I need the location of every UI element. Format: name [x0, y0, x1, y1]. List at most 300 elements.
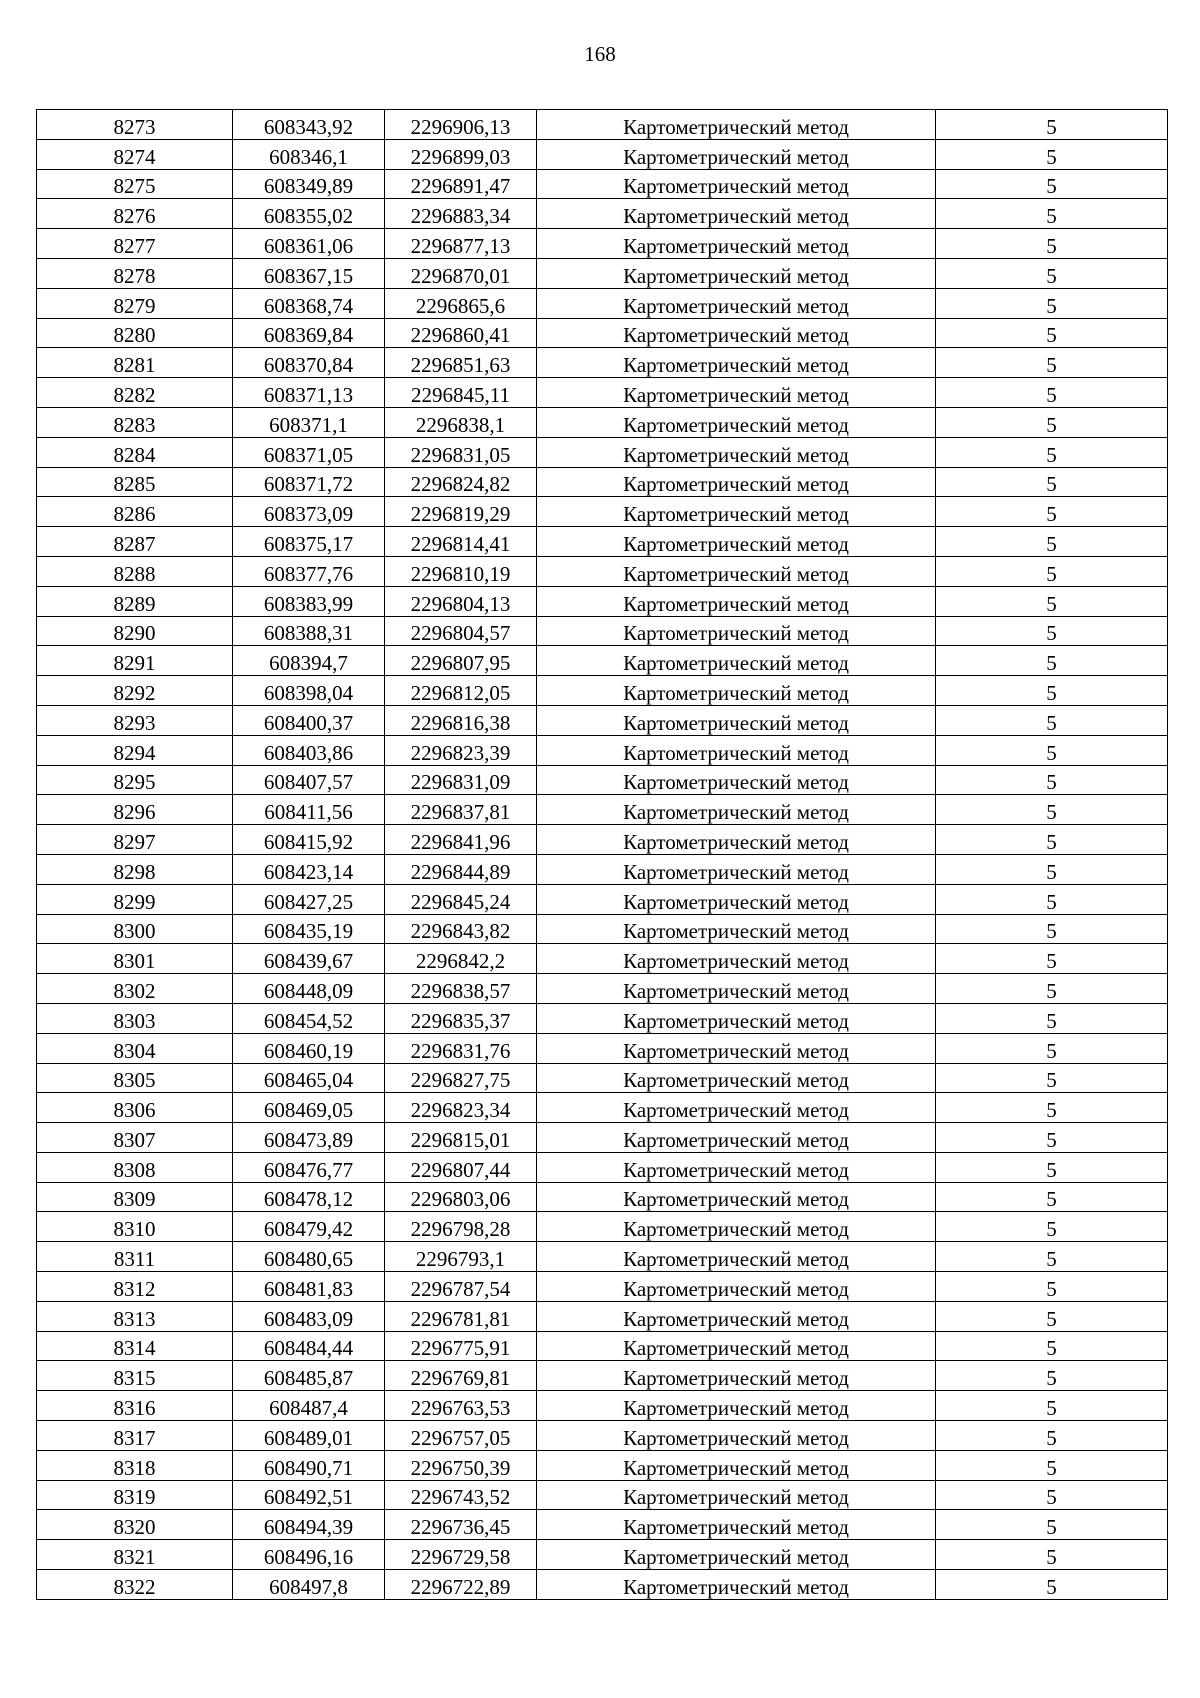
method-cell: Картометрический метод	[537, 288, 936, 318]
table-row	[37, 765, 1168, 795]
y-coordinate-cell: 2296823,39	[385, 735, 537, 765]
point-number-cell: 8291	[37, 646, 233, 676]
accuracy-cell: 5	[936, 1331, 1168, 1361]
y-coordinate-cell: 2296865,6	[385, 288, 537, 318]
method-cell: Картометрический метод	[537, 1182, 936, 1212]
x-coordinate-cell: 608371,05	[233, 437, 385, 467]
accuracy-cell: 5	[936, 497, 1168, 527]
y-coordinate-cell: 2296851,63	[385, 348, 537, 378]
y-coordinate-cell: 2296838,1	[385, 407, 537, 437]
y-coordinate-cell: 2296837,81	[385, 795, 537, 825]
accuracy-cell: 5	[936, 1212, 1168, 1242]
method-cell: Картометрический метод	[537, 318, 936, 348]
method-cell: Картометрический метод	[537, 110, 936, 140]
table-row	[37, 1093, 1168, 1123]
x-coordinate-cell: 608355,02	[233, 199, 385, 229]
x-coordinate-cell: 608377,76	[233, 556, 385, 586]
y-coordinate-cell: 2296787,54	[385, 1272, 537, 1302]
accuracy-cell: 5	[936, 378, 1168, 408]
accuracy-cell: 5	[936, 110, 1168, 140]
x-coordinate-cell: 608400,37	[233, 705, 385, 735]
table-row	[37, 1510, 1168, 1540]
table-row	[37, 1301, 1168, 1331]
method-cell: Картометрический метод	[537, 1480, 936, 1510]
point-number-cell: 8297	[37, 825, 233, 855]
method-cell: Картометрический метод	[537, 527, 936, 557]
point-number-cell: 8275	[37, 169, 233, 199]
method-cell: Картометрический метод	[537, 1242, 936, 1272]
method-cell: Картометрический метод	[537, 1391, 936, 1421]
point-number-cell: 8292	[37, 676, 233, 706]
y-coordinate-cell: 2296750,39	[385, 1450, 537, 1480]
y-coordinate-cell: 2296831,76	[385, 1033, 537, 1063]
table-row	[37, 1480, 1168, 1510]
method-cell: Картометрический метод	[537, 1450, 936, 1480]
x-coordinate-cell: 608439,67	[233, 944, 385, 974]
method-cell: Картометрический метод	[537, 497, 936, 527]
x-coordinate-cell: 608370,84	[233, 348, 385, 378]
method-cell: Картометрический метод	[537, 646, 936, 676]
accuracy-cell: 5	[936, 1391, 1168, 1421]
method-cell: Картометрический метод	[537, 437, 936, 467]
point-number-cell: 8313	[37, 1301, 233, 1331]
x-coordinate-cell: 608473,89	[233, 1123, 385, 1153]
accuracy-cell: 5	[936, 229, 1168, 259]
accuracy-cell: 5	[936, 139, 1168, 169]
method-cell: Картометрический метод	[537, 974, 936, 1004]
accuracy-cell: 5	[936, 944, 1168, 974]
x-coordinate-cell: 608487,4	[233, 1391, 385, 1421]
x-coordinate-cell: 608415,92	[233, 825, 385, 855]
accuracy-cell: 5	[936, 616, 1168, 646]
accuracy-cell: 5	[936, 974, 1168, 1004]
accuracy-cell: 5	[936, 199, 1168, 229]
point-number-cell: 8314	[37, 1331, 233, 1361]
y-coordinate-cell: 2296824,82	[385, 467, 537, 497]
table-row	[37, 1152, 1168, 1182]
x-coordinate-cell: 608460,19	[233, 1033, 385, 1063]
point-number-cell: 8300	[37, 914, 233, 944]
point-number-cell: 8273	[37, 110, 233, 140]
table-row	[37, 1421, 1168, 1451]
point-number-cell: 8312	[37, 1272, 233, 1302]
point-number-cell: 8290	[37, 616, 233, 646]
table-row	[37, 497, 1168, 527]
table-row	[37, 169, 1168, 199]
point-number-cell: 8286	[37, 497, 233, 527]
y-coordinate-cell: 2296816,38	[385, 705, 537, 735]
point-number-cell: 8285	[37, 467, 233, 497]
method-cell: Картометрический метод	[537, 348, 936, 378]
x-coordinate-cell: 608435,19	[233, 914, 385, 944]
y-coordinate-cell: 2296845,11	[385, 378, 537, 408]
accuracy-cell: 5	[936, 795, 1168, 825]
accuracy-cell: 5	[936, 1570, 1168, 1600]
point-number-cell: 8320	[37, 1510, 233, 1540]
y-coordinate-cell: 2296757,05	[385, 1421, 537, 1451]
y-coordinate-cell: 2296804,13	[385, 586, 537, 616]
accuracy-cell: 5	[936, 676, 1168, 706]
x-coordinate-cell: 608373,09	[233, 497, 385, 527]
y-coordinate-cell: 2296807,95	[385, 646, 537, 676]
method-cell: Картометрический метод	[537, 1570, 936, 1600]
y-coordinate-cell: 2296842,2	[385, 944, 537, 974]
y-coordinate-cell: 2296798,28	[385, 1212, 537, 1242]
x-coordinate-cell: 608465,04	[233, 1063, 385, 1093]
y-coordinate-cell: 2296807,44	[385, 1152, 537, 1182]
accuracy-cell: 5	[936, 169, 1168, 199]
point-number-cell: 8276	[37, 199, 233, 229]
y-coordinate-cell: 2296775,91	[385, 1331, 537, 1361]
table-row	[37, 1570, 1168, 1600]
y-coordinate-cell: 2296877,13	[385, 229, 537, 259]
accuracy-cell: 5	[936, 288, 1168, 318]
table-row	[37, 974, 1168, 1004]
accuracy-cell: 5	[936, 407, 1168, 437]
y-coordinate-cell: 2296812,05	[385, 676, 537, 706]
x-coordinate-cell: 608343,92	[233, 110, 385, 140]
table-row	[37, 944, 1168, 974]
page-number: 168	[584, 42, 616, 66]
method-cell: Картометрический метод	[537, 229, 936, 259]
x-coordinate-cell: 608494,39	[233, 1510, 385, 1540]
method-cell: Картометрический метод	[537, 825, 936, 855]
accuracy-cell: 5	[936, 348, 1168, 378]
method-cell: Картометрический метод	[537, 705, 936, 735]
x-coordinate-cell: 608476,77	[233, 1152, 385, 1182]
y-coordinate-cell: 2296769,81	[385, 1361, 537, 1391]
y-coordinate-cell: 2296827,75	[385, 1063, 537, 1093]
point-number-cell: 8303	[37, 1003, 233, 1033]
table-row	[37, 378, 1168, 408]
table-row	[37, 318, 1168, 348]
accuracy-cell: 5	[936, 1003, 1168, 1033]
table-row	[37, 616, 1168, 646]
x-coordinate-cell: 608367,15	[233, 258, 385, 288]
table-row	[37, 1331, 1168, 1361]
y-coordinate-cell: 2296906,13	[385, 110, 537, 140]
table-row	[37, 1033, 1168, 1063]
y-coordinate-cell: 2296835,37	[385, 1003, 537, 1033]
method-cell: Картометрический метод	[537, 1301, 936, 1331]
y-coordinate-cell: 2296722,89	[385, 1570, 537, 1600]
point-number-cell: 8293	[37, 705, 233, 735]
x-coordinate-cell: 608469,05	[233, 1093, 385, 1123]
y-coordinate-cell: 2296843,82	[385, 914, 537, 944]
x-coordinate-cell: 608489,01	[233, 1421, 385, 1451]
point-number-cell: 8317	[37, 1421, 233, 1451]
accuracy-cell: 5	[936, 527, 1168, 557]
point-number-cell: 8277	[37, 229, 233, 259]
x-coordinate-cell: 608490,71	[233, 1450, 385, 1480]
point-number-cell: 8301	[37, 944, 233, 974]
accuracy-cell: 5	[936, 1421, 1168, 1451]
accuracy-cell: 5	[936, 1480, 1168, 1510]
point-number-cell: 8279	[37, 288, 233, 318]
x-coordinate-cell: 608492,51	[233, 1480, 385, 1510]
method-cell: Картометрический метод	[537, 139, 936, 169]
x-coordinate-cell: 608388,31	[233, 616, 385, 646]
y-coordinate-cell: 2296845,24	[385, 884, 537, 914]
table-row	[37, 407, 1168, 437]
method-cell: Картометрический метод	[537, 467, 936, 497]
y-coordinate-cell: 2296838,57	[385, 974, 537, 1004]
method-cell: Картометрический метод	[537, 1123, 936, 1153]
x-coordinate-cell: 608349,89	[233, 169, 385, 199]
method-cell: Картометрический метод	[537, 1540, 936, 1570]
table-row	[37, 1361, 1168, 1391]
accuracy-cell: 5	[936, 258, 1168, 288]
table-row	[37, 735, 1168, 765]
y-coordinate-cell: 2296860,41	[385, 318, 537, 348]
method-cell: Картометрический метод	[537, 1033, 936, 1063]
table-row	[37, 527, 1168, 557]
x-coordinate-cell: 608454,52	[233, 1003, 385, 1033]
method-cell: Картометрический метод	[537, 616, 936, 646]
table-row	[37, 586, 1168, 616]
point-number-cell: 8278	[37, 258, 233, 288]
point-number-cell: 8302	[37, 974, 233, 1004]
accuracy-cell: 5	[936, 765, 1168, 795]
method-cell: Картометрический метод	[537, 854, 936, 884]
y-coordinate-cell: 2296815,01	[385, 1123, 537, 1153]
table-row	[37, 258, 1168, 288]
accuracy-cell: 5	[936, 1540, 1168, 1570]
point-number-cell: 8315	[37, 1361, 233, 1391]
table-row	[37, 1272, 1168, 1302]
accuracy-cell: 5	[936, 1361, 1168, 1391]
table-row	[37, 110, 1168, 140]
y-coordinate-cell: 2296870,01	[385, 258, 537, 288]
point-number-cell: 8318	[37, 1450, 233, 1480]
table-row	[37, 825, 1168, 855]
x-coordinate-cell: 608394,7	[233, 646, 385, 676]
method-cell: Картометрический метод	[537, 199, 936, 229]
x-coordinate-cell: 608484,44	[233, 1331, 385, 1361]
y-coordinate-cell: 2296831,09	[385, 765, 537, 795]
method-cell: Картометрический метод	[537, 1421, 936, 1451]
accuracy-cell: 5	[936, 825, 1168, 855]
point-number-cell: 8308	[37, 1152, 233, 1182]
point-number-cell: 8280	[37, 318, 233, 348]
method-cell: Картометрический метод	[537, 1063, 936, 1093]
accuracy-cell: 5	[936, 1242, 1168, 1272]
y-coordinate-cell: 2296831,05	[385, 437, 537, 467]
accuracy-cell: 5	[936, 1510, 1168, 1540]
accuracy-cell: 5	[936, 914, 1168, 944]
point-number-cell: 8305	[37, 1063, 233, 1093]
x-coordinate-cell: 608481,83	[233, 1272, 385, 1302]
y-coordinate-cell: 2296763,53	[385, 1391, 537, 1421]
x-coordinate-cell: 608371,1	[233, 407, 385, 437]
method-cell: Картометрический метод	[537, 407, 936, 437]
point-number-cell: 8288	[37, 556, 233, 586]
point-number-cell: 8310	[37, 1212, 233, 1242]
table-row	[37, 854, 1168, 884]
x-coordinate-cell: 608383,99	[233, 586, 385, 616]
x-coordinate-cell: 608478,12	[233, 1182, 385, 1212]
y-coordinate-cell: 2296823,34	[385, 1093, 537, 1123]
x-coordinate-cell: 608479,42	[233, 1212, 385, 1242]
method-cell: Картометрический метод	[537, 169, 936, 199]
x-coordinate-cell: 608448,09	[233, 974, 385, 1004]
table-row	[37, 1212, 1168, 1242]
y-coordinate-cell: 2296883,34	[385, 199, 537, 229]
point-number-cell: 8274	[37, 139, 233, 169]
point-number-cell: 8307	[37, 1123, 233, 1153]
accuracy-cell: 5	[936, 318, 1168, 348]
method-cell: Картометрический метод	[537, 586, 936, 616]
point-number-cell: 8282	[37, 378, 233, 408]
table-row	[37, 139, 1168, 169]
x-coordinate-cell: 608398,04	[233, 676, 385, 706]
x-coordinate-cell: 608371,13	[233, 378, 385, 408]
table-row	[37, 1242, 1168, 1272]
accuracy-cell: 5	[936, 1301, 1168, 1331]
method-cell: Картометрический метод	[537, 1510, 936, 1540]
table-row	[37, 1540, 1168, 1570]
method-cell: Картометрический метод	[537, 1003, 936, 1033]
accuracy-cell: 5	[936, 854, 1168, 884]
x-coordinate-cell: 608407,57	[233, 765, 385, 795]
coordinates-table-body	[37, 110, 1168, 1600]
accuracy-cell: 5	[936, 437, 1168, 467]
method-cell: Картометрический метод	[537, 556, 936, 586]
table-row	[37, 229, 1168, 259]
point-number-cell: 8321	[37, 1540, 233, 1570]
method-cell: Картометрический метод	[537, 1093, 936, 1123]
y-coordinate-cell: 2296899,03	[385, 139, 537, 169]
method-cell: Картометрический метод	[537, 258, 936, 288]
x-coordinate-cell: 608485,87	[233, 1361, 385, 1391]
accuracy-cell: 5	[936, 1093, 1168, 1123]
point-number-cell: 8316	[37, 1391, 233, 1421]
y-coordinate-cell: 2296803,06	[385, 1182, 537, 1212]
accuracy-cell: 5	[936, 705, 1168, 735]
table-row	[37, 884, 1168, 914]
table-row	[37, 1003, 1168, 1033]
x-coordinate-cell: 608480,65	[233, 1242, 385, 1272]
table-row	[37, 705, 1168, 735]
y-coordinate-cell: 2296819,29	[385, 497, 537, 527]
accuracy-cell: 5	[936, 1272, 1168, 1302]
method-cell: Картометрический метод	[537, 944, 936, 974]
y-coordinate-cell: 2296841,96	[385, 825, 537, 855]
accuracy-cell: 5	[936, 1033, 1168, 1063]
method-cell: Картометрический метод	[537, 1212, 936, 1242]
accuracy-cell: 5	[936, 646, 1168, 676]
x-coordinate-cell: 608496,16	[233, 1540, 385, 1570]
method-cell: Картометрический метод	[537, 914, 936, 944]
accuracy-cell: 5	[936, 1182, 1168, 1212]
point-number-cell: 8287	[37, 527, 233, 557]
x-coordinate-cell: 608403,86	[233, 735, 385, 765]
accuracy-cell: 5	[936, 735, 1168, 765]
point-number-cell: 8284	[37, 437, 233, 467]
method-cell: Картометрический метод	[537, 1331, 936, 1361]
table-row	[37, 199, 1168, 229]
point-number-cell: 8296	[37, 795, 233, 825]
x-coordinate-cell: 608368,74	[233, 288, 385, 318]
y-coordinate-cell: 2296891,47	[385, 169, 537, 199]
table-row	[37, 467, 1168, 497]
method-cell: Картометрический метод	[537, 1272, 936, 1302]
y-coordinate-cell: 2296736,45	[385, 1510, 537, 1540]
accuracy-cell: 5	[936, 884, 1168, 914]
x-coordinate-cell: 608483,09	[233, 1301, 385, 1331]
x-coordinate-cell: 608427,25	[233, 884, 385, 914]
point-number-cell: 8283	[37, 407, 233, 437]
method-cell: Картометрический метод	[537, 735, 936, 765]
accuracy-cell: 5	[936, 1450, 1168, 1480]
method-cell: Картометрический метод	[537, 1361, 936, 1391]
x-coordinate-cell: 608375,17	[233, 527, 385, 557]
point-number-cell: 8306	[37, 1093, 233, 1123]
point-number-cell: 8299	[37, 884, 233, 914]
point-number-cell: 8311	[37, 1242, 233, 1272]
y-coordinate-cell: 2296814,41	[385, 527, 537, 557]
x-coordinate-cell: 608369,84	[233, 318, 385, 348]
table-row	[37, 348, 1168, 378]
point-number-cell: 8304	[37, 1033, 233, 1063]
y-coordinate-cell: 2296729,58	[385, 1540, 537, 1570]
method-cell: Картометрический метод	[537, 765, 936, 795]
x-coordinate-cell: 608346,1	[233, 139, 385, 169]
table-row	[37, 556, 1168, 586]
x-coordinate-cell: 608497,8	[233, 1570, 385, 1600]
table-row	[37, 914, 1168, 944]
point-number-cell: 8309	[37, 1182, 233, 1212]
coordinates-table	[36, 109, 1168, 1600]
y-coordinate-cell: 2296781,81	[385, 1301, 537, 1331]
table-row	[37, 1450, 1168, 1480]
point-number-cell: 8319	[37, 1480, 233, 1510]
y-coordinate-cell: 2296844,89	[385, 854, 537, 884]
table-row	[37, 1123, 1168, 1153]
method-cell: Картометрический метод	[537, 378, 936, 408]
accuracy-cell: 5	[936, 556, 1168, 586]
x-coordinate-cell: 608423,14	[233, 854, 385, 884]
point-number-cell: 8281	[37, 348, 233, 378]
point-number-cell: 8298	[37, 854, 233, 884]
x-coordinate-cell: 608371,72	[233, 467, 385, 497]
y-coordinate-cell: 2296743,52	[385, 1480, 537, 1510]
table-row	[37, 795, 1168, 825]
y-coordinate-cell: 2296810,19	[385, 556, 537, 586]
accuracy-cell: 5	[936, 1063, 1168, 1093]
table-row	[37, 437, 1168, 467]
y-coordinate-cell: 2296804,57	[385, 616, 537, 646]
point-number-cell: 8294	[37, 735, 233, 765]
table-row	[37, 288, 1168, 318]
x-coordinate-cell: 608411,56	[233, 795, 385, 825]
table-row	[37, 1391, 1168, 1421]
y-coordinate-cell: 2296793,1	[385, 1242, 537, 1272]
accuracy-cell: 5	[936, 1152, 1168, 1182]
table-row	[37, 676, 1168, 706]
method-cell: Картометрический метод	[537, 676, 936, 706]
table-row	[37, 1063, 1168, 1093]
point-number-cell: 8289	[37, 586, 233, 616]
point-number-cell: 8322	[37, 1570, 233, 1600]
method-cell: Картометрический метод	[537, 795, 936, 825]
table-row	[37, 1182, 1168, 1212]
method-cell: Картометрический метод	[537, 884, 936, 914]
accuracy-cell: 5	[936, 467, 1168, 497]
table-row	[37, 646, 1168, 676]
method-cell: Картометрический метод	[537, 1152, 936, 1182]
accuracy-cell: 5	[936, 1123, 1168, 1153]
